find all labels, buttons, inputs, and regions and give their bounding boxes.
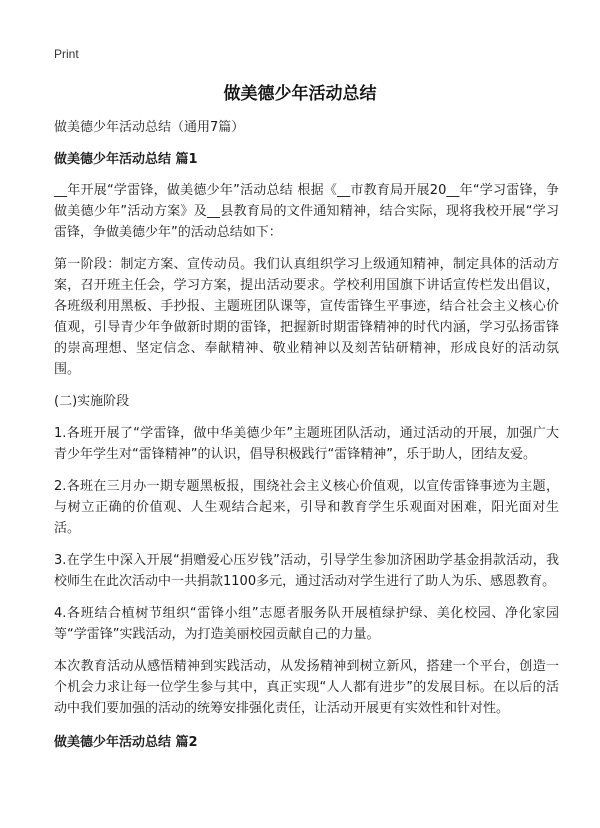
paragraph-phase-one: 第一阶段：制定方案、宣传动员。我们认真组织学习上级通知精神，制定具体的活动方案，召开班主任会，学习方案，提出活动要求。学校利用国旗下讲话宣传栏发出倡议，各班级利用黑板、手抄报、主题班团队课等，宣传雷锋生平事迹，结合社会主义核心价值观，引导青少年争做新时期的雷锋，把握新时期雷锋精神的时代内涵，学习弘扬雷锋的崇高理想、坚定信念、奉献精神、敬业精神以及刻苦钻研精神，形成良好的活动氛围。 (54, 257, 559, 377)
section-heading-1: 做美德少年活动总结 篇1 (54, 152, 198, 167)
document-subtitle: 做美德少年活动总结（通用7篇） (54, 120, 245, 135)
page-title: 做美德少年活动总结 (223, 84, 377, 104)
paragraph-item-4: 4.各班结合植树节组织“雷锋小组”志愿者服务队开展植绿护绿、美化校园、净化家园等“学雷锋”实践活动，为打造美丽校园贡献自己的力量。 (54, 606, 559, 642)
section-heading-2: 做美德少年活动总结 篇2 (54, 735, 198, 750)
paragraph-item-1: 1.各班开展了“学雷锋，做中华美德少年”主题班团队活动，通过活动的开展，加强广大青少年学生对“雷锋精神”的认识，倡导积极践行“雷锋精神”，乐于助人，团结友爱。 (54, 426, 559, 462)
document-body (54, 118, 559, 763)
paragraph-conclusion: 本次教育活动从感悟精神到实践活动，从发扬精神到树立新风，搭建一个平台，创造一个机会力求让每一位学生参与其中，真正实现“人人都有进步”的发展目标。在以后的活动中我们要加强的活动的统筹安排强化责任，让活动开展更有实效性和针对性。 (54, 659, 559, 716)
print-label[interactable]: Print (54, 47, 79, 61)
paragraph-intro: __年开展“学雷锋，做美德少年”活动总结 根据《__市教育局开展20__年“学习雷锋，争做美德少年”活动方案》及__县教育局的文件通知精神，结合实际，现将我校开展“学习雷锋，争做美德少年”的活动总结如下： (54, 183, 559, 240)
paragraph-item-2: 2.各班在三月办一期专题黑板报，围绕社会主义核心价值观，以宣传雷锋事迹为主题，与树立正确的价值观、人生观结合起来，引导和教育学生乐观面对困难，阳光面对生活。 (54, 479, 559, 536)
paragraph-item-3: 3.在学生中深入开展“捐赠爱心压岁钱”活动，引导学生参加济困助学基金捐款活动，我校师生在此次活动中一共捐款1100多元，通过活动对学生进行了助人为乐、感恩教育。 (54, 553, 559, 589)
paragraph-phase-two-heading: (二)实施阶段 (54, 394, 130, 409)
